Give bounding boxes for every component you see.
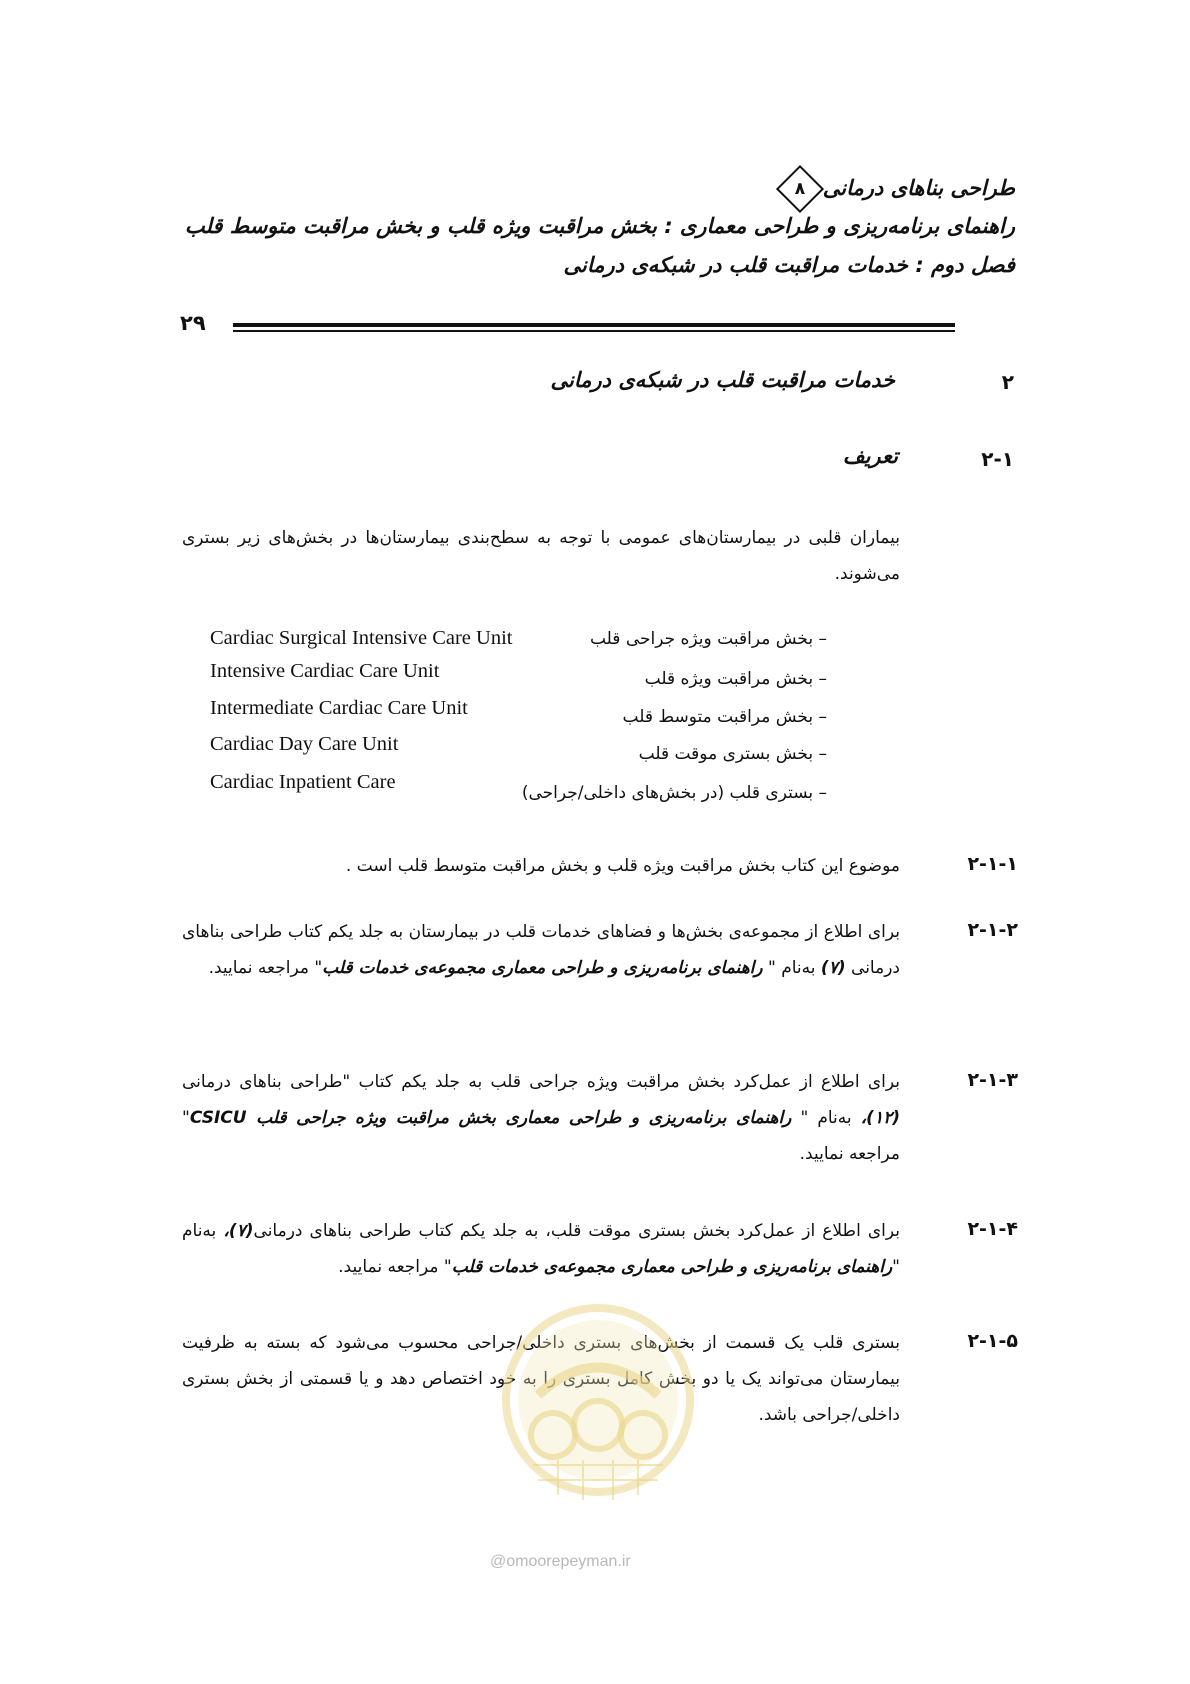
reference-number: (۷) (820, 958, 846, 978)
reference-number: (۷)، (223, 1221, 254, 1241)
paragraph-text-c: " مراجعه نمایید. (338, 1257, 452, 1277)
intro-paragraph: بیماران قلبی در بیمارستان‌های عمومی با توجه به سطح‌بندی بیمارستان‌ها در بخش‌های زیر بستری می‌شوند. (182, 528, 900, 584)
paragraph-text: بستری قلب یک قسمت از بخش‌های بستری داخلی/جراحی محسوب می‌شود که بسته به ظرفیت بیمارستان می‌تواند یک یا دو بخش کامل بستری را به خود اختصاص دهد و یا قسمتی از بخش بستری داخلی/جراحی باشد. (182, 1333, 900, 1425)
header-rule-thick (233, 323, 955, 327)
book-title: راهنمای برنامه‌ریزی و طراحی معماری : بخش مراقبت ویژه قلب و بخش مراقبت متوسط قلب (184, 214, 1015, 238)
series-title (777, 172, 1015, 206)
chapter-title: فصل دوم : خدمات مراقبت قلب در شبکه‌ی درمانی (563, 253, 1015, 277)
paragraph-text-c: " مراجعه نمایید. (182, 1108, 900, 1164)
subsection-number: ۲-۱ (981, 447, 1014, 471)
series-number-badge (776, 165, 824, 213)
paragraph-text (182, 914, 900, 986)
paragraph-text (182, 1213, 900, 1285)
list-item-en: Cardiac Day Care Unit (210, 733, 399, 755)
book-reference: راهنمای برنامه‌ریزی و طراحی معماری مجموعه‌ی خدمات قلب (322, 958, 763, 978)
list-item-fa: – بخش مراقبت ویژه جراحی قلب (589, 629, 827, 649)
paragraph-text-a: برای اطلاع از عمل‌کرد بخش مراقبت ویژه جراحی قلب به جلد یکم کتاب "طراحی بناهای درمانی (182, 1072, 900, 1092)
list-item-fa: – بستری قلب (در بخش‌های داخلی/جراحی) (521, 783, 827, 803)
paragraph-text-b: به‌نام " (791, 1108, 861, 1128)
paragraph-number: ۲-۱-۵ (967, 1330, 1018, 1352)
book-reference: راهنمای برنامه‌ریزی و طراحی معماری مجموعه‌ی خدمات قلب (451, 1257, 893, 1277)
list-item-en: Cardiac Surgical Intensive Care Unit (210, 627, 513, 649)
paragraph-number: ۲-۱-۴ (967, 1218, 1018, 1240)
paragraph-text-c: " مراجعه نمایید. (208, 958, 323, 978)
paragraph-text: موضوع این کتاب بخش مراقبت ویژه قلب و بخش مراقبت متوسط قلب است . (345, 856, 900, 876)
series-number: ۸ (794, 179, 805, 199)
paragraph-number: ۲-۱-۱ (967, 853, 1018, 875)
list-item-fa: – بخش مراقبت متوسط قلب (622, 707, 827, 727)
page-number: ۲۹ (180, 311, 206, 335)
section-title: خدمات مراقبت قلب در شبکه‌ی درمانی (550, 368, 895, 392)
list-item-en: Intensive Cardiac Care Unit (210, 660, 440, 682)
header-rule-thin (233, 330, 955, 332)
paragraph-text (182, 1064, 900, 1172)
watermark-text: @omoorepeyman.ir (490, 1553, 631, 1570)
list-item-fa: – بخش بستری موقت قلب (638, 744, 827, 764)
watermark-seal-icon (498, 1300, 698, 1530)
list-item-fa: – بخش مراقبت ویژه قلب (644, 669, 827, 689)
paragraph-text-a: برای اطلاع از مجموعه‌ی بخش‌ها و فضاهای خدمات قلب در بیمارستان به جلد یکم کتاب طراحی بناهای درمانی (182, 922, 900, 978)
book-reference: راهنمای برنامه‌ریزی و طراحی معماری بخش مراقبت ویژه جراحی قلب CSICU (189, 1108, 792, 1128)
paragraph-text-b: به‌نام " (182, 1221, 900, 1277)
section-number: ۲ (1001, 370, 1014, 394)
reference-number: (۱۲)، (860, 1108, 900, 1128)
list-item-en: Cardiac Inpatient Care (210, 771, 396, 793)
paragraph-text-a: برای اطلاع از عمل‌کرد بخش بستری موقت قلب، به جلد یکم کتاب طراحی بناهای درمانی (253, 1221, 901, 1241)
paragraph-number: ۲-۱-۲ (967, 919, 1018, 941)
paragraph-text-b: به‌نام " (762, 958, 821, 978)
subsection-title: تعریف (842, 444, 898, 468)
paragraph-number: ۲-۱-۳ (967, 1069, 1018, 1091)
list-item-en: Intermediate Cardiac Care Unit (210, 697, 468, 719)
series-title-text: طراحی بناهای درمانی (822, 176, 1015, 200)
